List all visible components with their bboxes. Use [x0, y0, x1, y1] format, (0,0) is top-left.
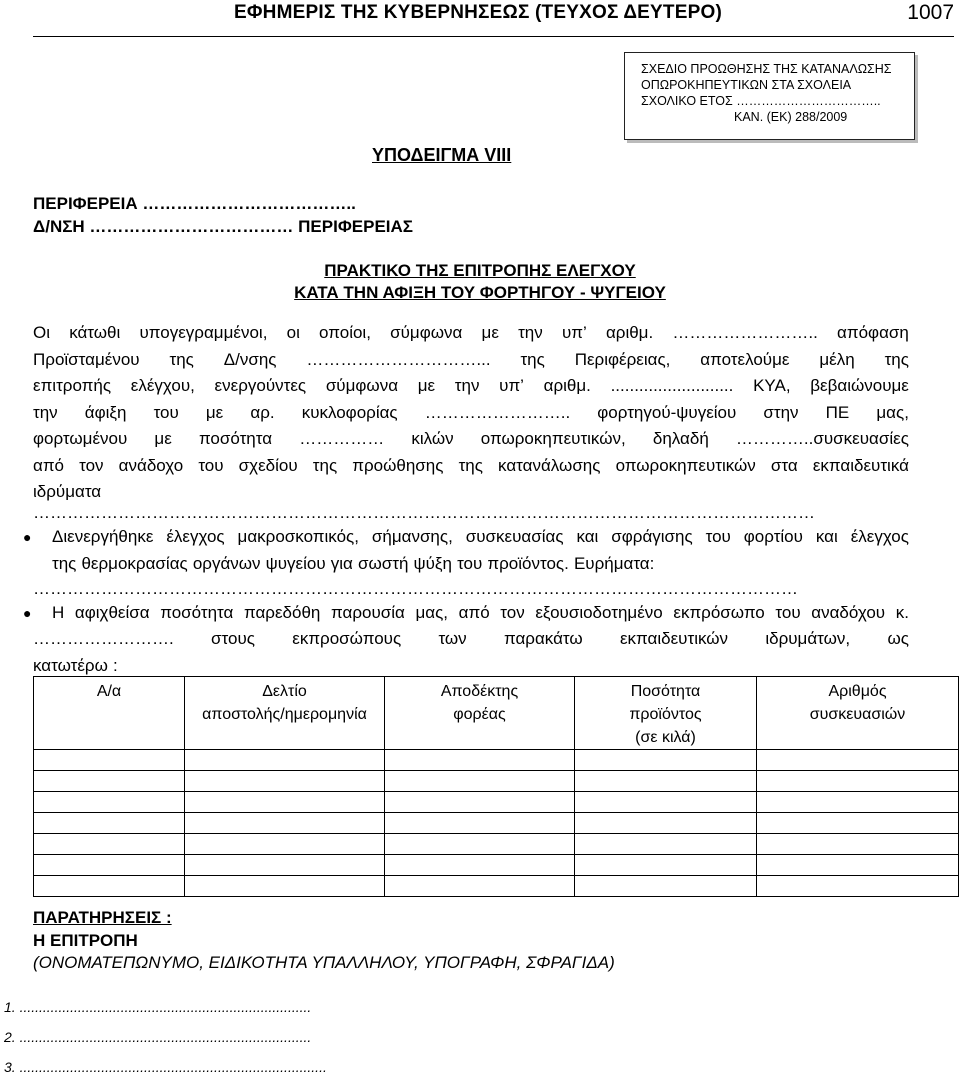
- table-cell[interactable]: [385, 771, 575, 792]
- dotted-fill-line-1: …………………………………………………………………………………………………………………………: [33, 503, 815, 522]
- header-cell-line: αποστολής/ημερομηνία: [202, 706, 367, 723]
- table-header-cell: [385, 677, 575, 750]
- table-cell[interactable]: [575, 834, 757, 855]
- word: κιλών: [411, 429, 454, 448]
- word: ελέγχου,: [130, 376, 195, 395]
- word: μέλη: [819, 349, 855, 369]
- minutes-title-line-1: ΠΡΑΚΤΙΚΟ ΤΗΣ ΕΠΙΤΡΟΠΗΣ ΕΛΕΓΧΟΥ: [324, 261, 636, 280]
- sample-heading: ΥΠΟΔΕΙΓΜΑ VIII: [372, 145, 512, 165]
- table-cell[interactable]: [185, 876, 385, 897]
- word: αρ.: [250, 402, 275, 422]
- directorate-field: Δ/ΝΣΗ ……………………………… ΠΕΡΙΦΕΡΕΙΑΣ: [33, 217, 413, 236]
- word: αριθμ.: [543, 376, 591, 395]
- word: οργάνων: [192, 553, 261, 573]
- table-row: [34, 792, 959, 813]
- table-header-cell: [34, 677, 185, 750]
- word: προϊόντος.: [487, 553, 569, 573]
- table-cell[interactable]: [575, 792, 757, 813]
- table-cell[interactable]: [385, 834, 575, 855]
- table-header-cell: [757, 677, 959, 750]
- word: ιδρύματα: [33, 482, 102, 501]
- table-row: [34, 855, 959, 876]
- reference-line-4: ΚΑΝ. (ΕΚ) 288/2009: [734, 110, 848, 124]
- reference-line-2: ΟΠΩΡΟΚΗΠΕΥΤΙΚΩΝ ΣΤΑ ΣΧΟΛΕΙΑ: [641, 78, 852, 92]
- word: αφιχθείσα: [74, 603, 150, 622]
- word: από: [33, 455, 65, 475]
- table-cell[interactable]: [757, 813, 959, 834]
- word: την: [33, 402, 58, 422]
- word: Περιφέρειας,: [574, 349, 671, 369]
- table-cell[interactable]: [34, 855, 185, 876]
- minutes-paragraph: [33, 320, 909, 506]
- gazette-header-title: ΕΦΗΜΕΡΙΣ ΤΗΣ ΚΥΒΕΡΝΗΣΕΩΣ (ΤΕΥΧΟΣ ΔΕΥΤΕΡΟ): [234, 2, 722, 23]
- table-cell[interactable]: [757, 792, 959, 813]
- word: άφιξη: [84, 402, 127, 422]
- word: κατανάλωσης: [498, 455, 601, 475]
- word: σωστή: [357, 553, 409, 573]
- word: Δ/νσης: [223, 349, 277, 369]
- word: του: [153, 402, 179, 422]
- word: την: [454, 376, 480, 395]
- word: βεβαιώνουμε: [810, 376, 909, 395]
- header-cell-line: φορέας: [453, 706, 506, 723]
- table-cell[interactable]: [34, 792, 185, 813]
- bullet-2-line: [33, 626, 909, 653]
- table-cell[interactable]: [34, 771, 185, 792]
- table-cell[interactable]: [185, 855, 385, 876]
- inspection-bullet: [52, 524, 909, 577]
- table-cell[interactable]: [185, 792, 385, 813]
- table-cell[interactable]: [575, 813, 757, 834]
- word: του: [457, 553, 483, 573]
- word: οπωροκηπευτικών,: [480, 429, 626, 448]
- header-cell-line: (σε κιλά): [635, 729, 696, 746]
- table-cell[interactable]: [757, 834, 959, 855]
- word: παρεδόθη: [243, 603, 321, 622]
- paragraph-line: [33, 320, 909, 347]
- word: ανάδοχο: [118, 455, 184, 475]
- word: σφράγισης: [611, 527, 693, 546]
- word: Προϊσταμένου: [33, 349, 140, 369]
- word: σχεδίου: [238, 455, 298, 475]
- table-cell[interactable]: [385, 876, 575, 897]
- word: εξουσιοδοτημένο: [535, 603, 663, 622]
- header-cell-line: Δελτίο: [262, 683, 307, 700]
- header-cell-line: Ποσότητα: [630, 683, 701, 700]
- word: της: [884, 349, 909, 369]
- word: οποίοι,: [319, 323, 371, 342]
- table-row: [34, 771, 959, 792]
- word: οι: [286, 323, 300, 342]
- word: στα: [770, 455, 798, 475]
- word: του: [775, 603, 801, 622]
- word: της: [312, 455, 338, 475]
- word: ως: [887, 629, 909, 648]
- word: τον: [500, 603, 525, 622]
- table-cell[interactable]: [385, 750, 575, 771]
- word: :: [112, 655, 118, 675]
- word: οπωροκηπευτικών: [615, 455, 756, 475]
- word: ποσότητα: [198, 429, 273, 448]
- word: με: [417, 376, 436, 395]
- word: Οι: [33, 323, 50, 342]
- bullet-1-line: [52, 524, 909, 551]
- word: κάτωθι: [69, 323, 121, 342]
- signature-line-1: 1. ...........................................................................: [4, 999, 312, 1015]
- word: υπ’: [561, 323, 587, 342]
- table-cell[interactable]: [757, 855, 959, 876]
- word: υπογεγραμμένοι,: [139, 323, 268, 342]
- word: παρακάτω: [503, 629, 583, 648]
- word: αναδόχου: [811, 603, 886, 622]
- table-cell[interactable]: [575, 876, 757, 897]
- word: ποσότητα: [160, 603, 234, 622]
- word: επιτροπής: [33, 376, 112, 395]
- bullet-1-marker: ●: [23, 529, 32, 545]
- word: με: [481, 323, 499, 342]
- table-cell[interactable]: [385, 855, 575, 876]
- table-cell[interactable]: [385, 792, 575, 813]
- header-cell-line: Αποδέκτης: [440, 683, 519, 700]
- signature-line-2: 2. ...........................................................................: [4, 1029, 312, 1045]
- table-cell[interactable]: [575, 750, 757, 771]
- bullet-2-line: [52, 600, 909, 627]
- table-cell[interactable]: [34, 750, 185, 771]
- table-cell[interactable]: [757, 876, 959, 897]
- table-header-cell: [575, 677, 757, 750]
- word: ενεργούντες: [214, 376, 307, 395]
- word: παρουσία: [331, 603, 405, 622]
- word: εκπρόσωπο: [673, 603, 765, 622]
- reference-line-3: ΣΧΟΛΙΚΟ ΕΤΟΣ ……………………………..: [641, 94, 881, 108]
- table-cell[interactable]: [185, 750, 385, 771]
- recipients-table: [33, 676, 959, 897]
- word: ..........................: [610, 376, 734, 395]
- paragraph-line: [33, 426, 909, 453]
- word: αριθμ.: [605, 323, 654, 342]
- table-row: [34, 876, 959, 897]
- word: έλεγχος: [166, 527, 225, 546]
- word: της: [520, 349, 545, 369]
- word: φορτωμένου: [33, 429, 128, 448]
- word: ……………………..: [672, 323, 818, 342]
- word: έλεγχος: [850, 527, 909, 546]
- word: με: [205, 402, 224, 422]
- word: υπ’: [499, 376, 524, 395]
- bullet-1-line: [52, 551, 909, 578]
- word: την: [518, 323, 543, 342]
- word: του: [705, 527, 731, 546]
- table-cell[interactable]: [757, 771, 959, 792]
- minutes-title-line-2: ΚΑΤΑ ΤΗΝ ΑΦΙΞΗ ΤΟΥ ΦΟΡΤΗΓΟΥ - ΨΥΓΕΙΟΥ: [294, 283, 666, 302]
- table-header-row: [34, 677, 959, 750]
- table-header-cell: [185, 677, 385, 750]
- word: ψυγείου: [265, 553, 326, 573]
- word: εκπαιδευτικά: [812, 455, 909, 475]
- word: ιδρυμάτων,: [765, 629, 851, 648]
- header-cell-line: συσκευασιών: [809, 706, 906, 723]
- table-cell[interactable]: [185, 813, 385, 834]
- paragraph-line: [33, 453, 909, 480]
- word: …………………….: [33, 629, 174, 648]
- word: του: [198, 455, 224, 475]
- word: μακροσκοπικός,: [237, 527, 359, 546]
- word: απόφαση: [837, 323, 909, 342]
- word: σήμανσης,: [371, 527, 453, 546]
- table-cell[interactable]: [34, 834, 185, 855]
- word: ……………: [299, 429, 385, 448]
- word: ΠΕ: [825, 402, 850, 422]
- word: στους: [211, 629, 255, 648]
- word: κ.: [895, 603, 909, 622]
- table-row: [34, 834, 959, 855]
- word: τον: [79, 455, 104, 475]
- paragraph-line: [33, 347, 909, 374]
- table-cell[interactable]: [575, 855, 757, 876]
- word: της: [169, 349, 194, 369]
- word: θερμοκρασίας: [81, 553, 188, 573]
- word: μας,: [415, 603, 449, 622]
- word: της: [52, 553, 77, 573]
- word: εκπροσώπους: [292, 629, 402, 648]
- header-divider: [33, 36, 954, 37]
- word: φορτίου: [743, 527, 803, 546]
- delivery-bullet-continuation: [33, 626, 909, 679]
- word: κατωτέρω: [33, 655, 108, 675]
- header-cell-line: προϊόντος: [629, 706, 702, 723]
- word: και: [576, 527, 599, 546]
- word: με: [154, 429, 172, 448]
- word: ……………………..: [424, 402, 571, 422]
- region-field: ΠΕΡΙΦΕΡΕΙΑ ………………………………..: [33, 194, 356, 213]
- paragraph-line: [33, 373, 909, 400]
- word: ψύξη: [413, 553, 452, 573]
- word: σύμφωνα: [390, 323, 463, 342]
- header-cell-line: Α/α: [96, 683, 122, 700]
- table-cell[interactable]: [185, 834, 385, 855]
- word: δηλαδή: [652, 429, 709, 448]
- word: εκπαιδευτικών: [619, 629, 729, 648]
- word: για: [330, 553, 353, 573]
- header-cell-line: Αριθμός: [828, 683, 887, 700]
- paragraph-line: [33, 400, 909, 427]
- table-row: [34, 750, 959, 771]
- word: φορτηγού-ψυγείου: [597, 402, 737, 422]
- table-cell[interactable]: [757, 750, 959, 771]
- word: της: [458, 455, 483, 475]
- signature-line-3: 3. ...............................................................................: [4, 1059, 327, 1075]
- word: και: [815, 527, 838, 546]
- table-cell[interactable]: [34, 813, 185, 834]
- table-cell[interactable]: [385, 813, 575, 834]
- word: σύμφωνα: [325, 376, 399, 395]
- remarks-label: ΠΑΡΑΤΗΡΗΣΕΙΣ :: [33, 908, 172, 927]
- scheme-reference-box: [624, 52, 915, 140]
- word: μας,: [876, 402, 909, 422]
- word: συσκευασίας: [465, 527, 564, 546]
- word: κυκλοφορίας: [301, 402, 398, 422]
- word: Διενεργήθηκε: [52, 527, 154, 546]
- table-cell[interactable]: [575, 771, 757, 792]
- word: προώθησης: [352, 455, 444, 475]
- word: Ευρήματα:: [573, 553, 655, 573]
- bullet-2-marker: ●: [23, 605, 32, 621]
- delivery-bullet: [52, 600, 909, 627]
- word: των: [438, 629, 467, 648]
- table-cell[interactable]: [185, 771, 385, 792]
- dotted-fill-line-2: ………………………………………………………………………………………………………………………: [33, 579, 798, 598]
- word: στην: [763, 402, 799, 422]
- word: αποτελούμε: [700, 349, 790, 369]
- reference-line-1: ΣΧΕΔΙΟ ΠΡΟΩΘΗΣΗΣ ΤΗΣ ΚΑΤΑΝΑΛΩΣΗΣ: [641, 62, 892, 76]
- table-row: [34, 813, 959, 834]
- table-cell[interactable]: [34, 876, 185, 897]
- signature-instructions: (ΟΝΟΜΑΤΕΠΩΝΥΜΟ, ΕΙΔΙΚΟΤΗΤΑ ΥΠΑΛΛΗΛΟΥ, ΥΠΟΓΡΑΦΗ, ΣΦΡΑΓΙΔΑ): [33, 953, 615, 972]
- committee-label: Η ΕΠΙΤΡΟΠΗ: [33, 931, 138, 950]
- word: …………………………...: [306, 349, 491, 369]
- word: ΚΥΑ,: [753, 376, 791, 395]
- word: από: [458, 603, 490, 622]
- word: …………..συσκευασίες: [735, 429, 909, 448]
- page-number: 1007: [907, 1, 954, 24]
- word: Η: [52, 603, 65, 622]
